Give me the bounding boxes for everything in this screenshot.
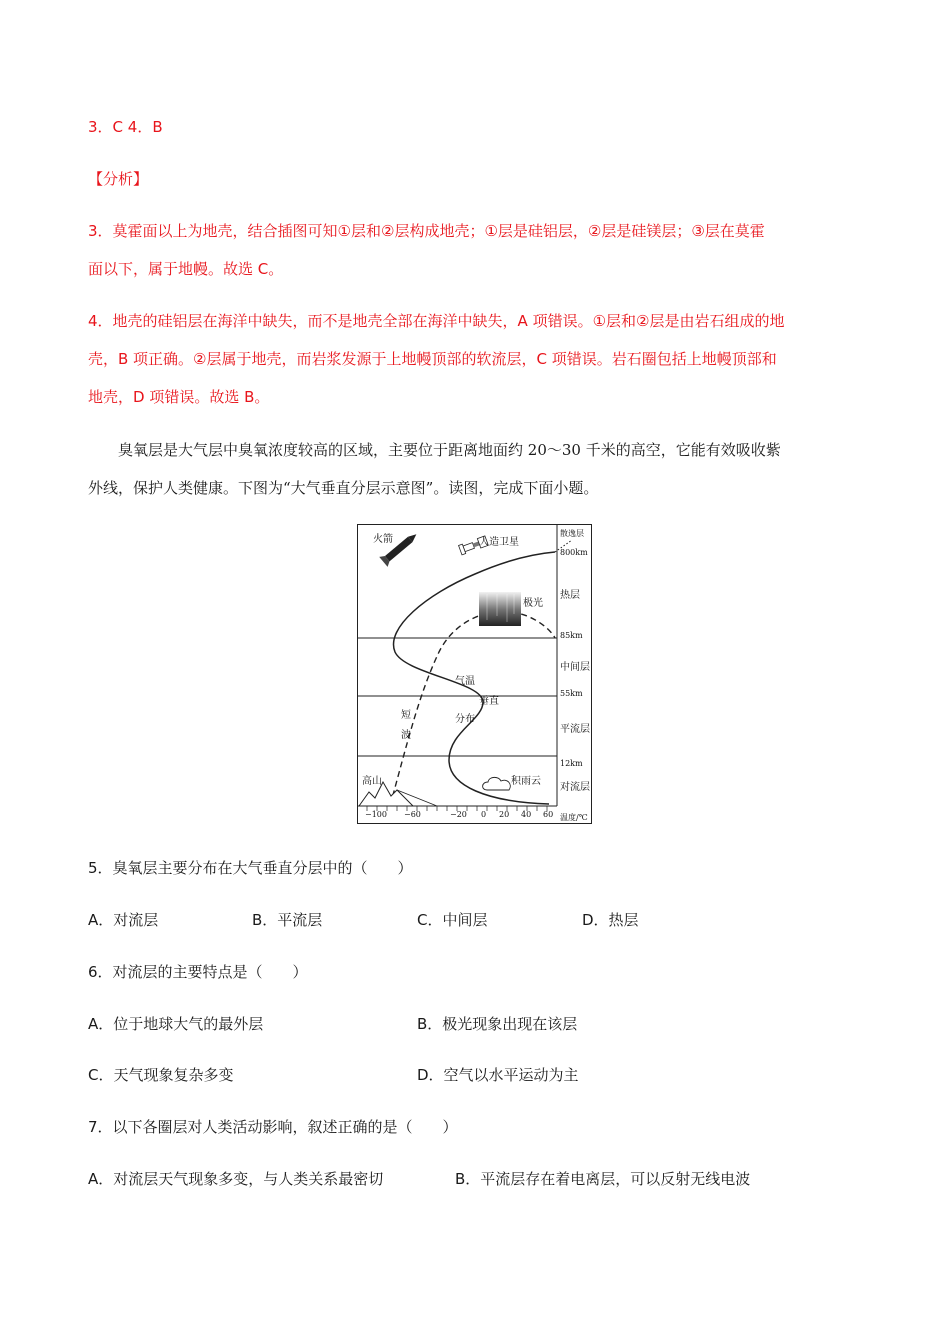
q7-option-a: A．对流层天气现象多变，与人类关系最密切: [88, 1170, 384, 1188]
q6-option-d: D．空气以水平运动为主: [417, 1066, 579, 1084]
q5-option-a: A．对流层: [88, 911, 159, 929]
q5-option-c: C．中间层: [417, 911, 488, 929]
layer-thermosphere: 热层: [560, 590, 580, 601]
temperature-label-2: 垂直: [479, 696, 499, 707]
q7-stem: 7．以下各圈层对人类活动影响，叙述正确的是（ ）: [88, 1118, 458, 1136]
layer-mesosphere: 中间层: [560, 662, 590, 673]
x-tick-label: 60: [543, 810, 554, 819]
rocket-label: 火箭: [373, 534, 393, 545]
q4-explanation-line3: 地壳，D 项错误。故选 B。: [88, 388, 270, 406]
layer-stratosphere: 平流层: [560, 724, 590, 735]
diagram-frame: [358, 525, 592, 824]
x-tick-label: −100: [365, 810, 387, 819]
temperature-label-1: 气温: [455, 676, 475, 687]
answer-line: 3．C 4．B: [88, 118, 163, 136]
atmosphere-diagram: [357, 524, 592, 824]
aurora-image: [479, 592, 521, 626]
x-tick-label: −20: [450, 810, 467, 819]
x-tick-label: −60: [404, 810, 421, 819]
x-tick-label: 40: [521, 810, 532, 819]
q7-option-b: B．平流层存在着电离层，可以反射无线电波: [455, 1170, 751, 1188]
shortwave-label-1: 短: [401, 710, 411, 721]
q5-stem: 5．臭氧层主要分布在大气垂直分层中的（ ）: [88, 859, 413, 877]
mountain-label: 高山: [362, 776, 382, 787]
q6-option-b: B．极光现象出现在该层: [417, 1015, 578, 1033]
x-axis-unit: 温度/℃: [560, 813, 588, 822]
q3-explanation-line2: 面以下，属于地幔。故选 C。: [88, 260, 284, 278]
shortwave-label-2: 波: [401, 730, 411, 741]
analysis-heading: 【分析】: [88, 170, 149, 188]
q3-explanation-line1: 3．莫霍面以上为地壳，结合插图可知①层和②层构成地壳；①层是硅铝层，②层是硅镁层；③层在莫霍: [88, 222, 765, 240]
q4-explanation-line1: 4．地壳的硅铝层在海洋中缺失，而不是地壳全部在海洋中缺失，A 项错误。①层和②层是由岩石组成的地: [88, 312, 785, 330]
q6-option-a: A．位于地球大气的最外层: [88, 1015, 264, 1033]
satellite-label: 人造卫星: [479, 537, 519, 548]
altitude-55km: 55km: [560, 689, 583, 698]
q5-option-d: D．热层: [582, 911, 639, 929]
intro-line2: 外线，保护人类健康。下图为“大气垂直分层示意图”。读图，完成下面小题。: [88, 479, 599, 497]
q6-stem: 6．对流层的主要特点是（ ）: [88, 963, 308, 981]
layer-exosphere: 散逸层: [560, 529, 584, 538]
layer-troposphere: 对流层: [560, 782, 590, 793]
altitude-800km: 800km: [560, 548, 588, 557]
x-tick-label: 20: [499, 810, 510, 819]
altitude-12km: 12km: [560, 759, 583, 768]
cloud-label: 积雨云: [511, 776, 541, 787]
x-tick-label: 0: [481, 810, 487, 819]
intro-line1: 臭氧层是大气层中臭氧浓度较高的区域，主要位于距离地面约 20～30 千米的高空，它能有效吸收紫: [118, 441, 781, 459]
q5-option-b: B．平流层: [252, 911, 323, 929]
temperature-label-3: 分布: [455, 714, 475, 725]
aurora-label: 极光: [523, 598, 543, 609]
cloud-icon: [483, 777, 511, 790]
q4-explanation-line2: 壳，B 项正确。②层属于地壳，而岩浆发源于上地幔顶部的软流层，C 项错误。岩石圈包括上地幔顶部和: [88, 350, 777, 368]
altitude-85km: 85km: [560, 631, 583, 640]
q6-option-c: C．天气现象复杂多变: [88, 1066, 234, 1084]
